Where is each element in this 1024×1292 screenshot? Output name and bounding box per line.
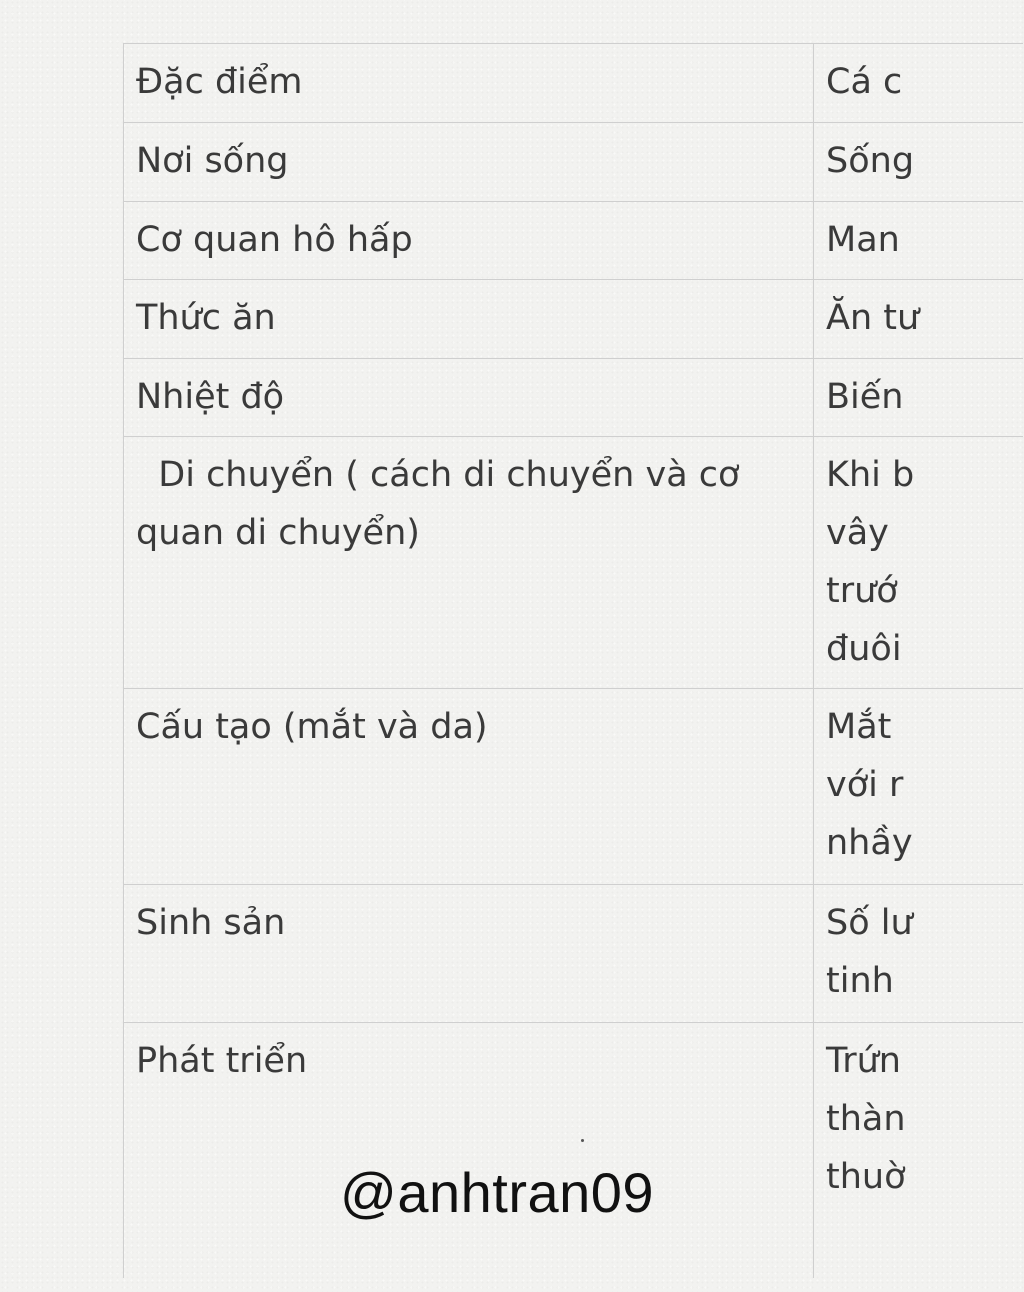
table-row	[123, 122, 1023, 201]
row-label: Phát triển	[123, 1023, 813, 1278]
row-value: Sống	[813, 123, 1023, 201]
table-row	[123, 1022, 1023, 1278]
table-row	[123, 358, 1023, 436]
row-label: Nơi sống	[123, 123, 813, 201]
row-label: Nhiệt độ	[123, 359, 813, 436]
table-row	[123, 884, 1023, 1022]
table-row	[123, 688, 1023, 884]
watermark-text: @anhtran09	[340, 1161, 655, 1224]
row-value: Mắt với r nhầy	[813, 689, 1023, 884]
row-value: Ăn tư	[813, 280, 1023, 358]
ink-dot	[581, 1139, 584, 1142]
row-label: Di chuyển ( cách di chuyển và cơ quan di chuyển)	[123, 437, 813, 688]
row-value: Khi b vây trướ đuôi	[813, 437, 1023, 688]
row-label: Cơ quan hô hấp	[123, 202, 813, 279]
row-value: Trứn thàn thuờ	[813, 1023, 1023, 1278]
row-label: Cấu tạo (mắt và da)	[123, 689, 813, 884]
table-row	[123, 436, 1023, 688]
row-label: Thức ăn	[123, 280, 813, 358]
comparison-table	[123, 43, 920, 1278]
row-label: Sinh sản	[123, 885, 813, 1022]
row-value: Biến	[813, 359, 1023, 436]
table-row	[123, 201, 1023, 279]
row-value: Cá c	[813, 44, 1023, 122]
row-label: Đặc điểm	[123, 44, 813, 122]
row-value: Số lư tinh	[813, 885, 1023, 1022]
row-value: Man	[813, 202, 1023, 279]
table-row	[123, 43, 1023, 122]
table-row	[123, 279, 1023, 358]
